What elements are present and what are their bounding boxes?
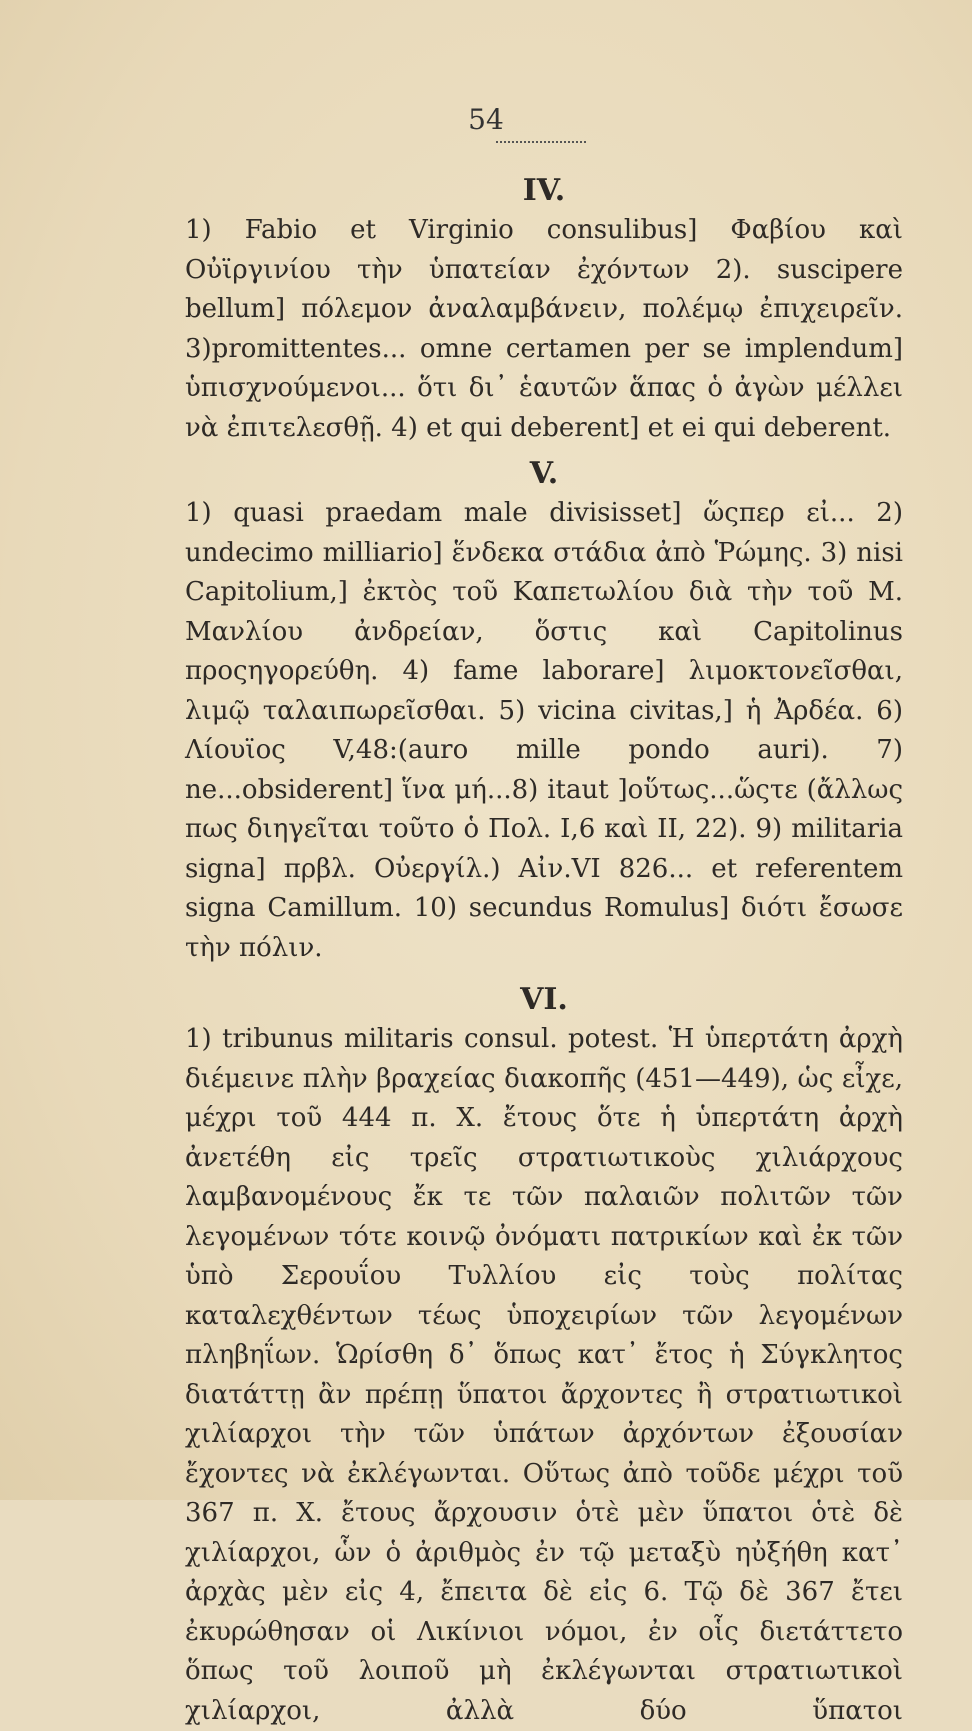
section-heading: IV. bbox=[522, 173, 566, 208]
section-heading: VI. bbox=[520, 982, 568, 1017]
page-number-rule bbox=[496, 141, 586, 143]
section-v bbox=[185, 454, 903, 968]
page-number: 54 bbox=[468, 103, 504, 136]
section-text: 1) quasi praedam male divisisset] ὥςπερ εἰ... 2) undecimo milliario] ἕνδεκα στάδια ἀπὸ Ῥώμης. 3) nisi Capitolium,] ἐκτὸς τοῦ Καπετωλίου διὰ τὴν τοῦ Μ. Μανλίου ἀνδρείαν, ὅστις καὶ Capitolinus προςηγορεύθη. 4) fame laborare] λιμοκτονεῖσθαι, λιμῷ ταλαιπωρεῖσθαι. 5) vicina civitas,] ἡ Ἀρδέα. 6) Λίουϊος V,48:(auro mille pondo auri). 7) ne...obsiderent] ἵνα μή...8) itaut ]οὕτως...ὥςτε (ἄλλως πως διηγεῖται τοῦτο ὁ Πολ. I,6 καὶ II, 22). 9) militaria signa] πρβλ. Οὐεργίλ.) Αἰν.VI 826... et referentem signa Camillum. 10) secundus Romulus] διότι ἔσωσε τὴν πόλιν. bbox=[185, 498, 903, 963]
text-column bbox=[185, 165, 903, 1731]
section-vi bbox=[185, 980, 903, 1731]
section-iv bbox=[185, 171, 903, 448]
section-text: 1) tribunus militaris consul. potest. Ἡ ὑπερτάτη ἀρχὴ διέμεινε πλὴν βραχείας διακοπῆς (451—449), ὡς εἶχε, μέχρι τοῦ 444 π. Χ. ἔτους ὅτε ἡ ὑπερτάτη ἀρχὴ ἀνετέθη εἰς τρεῖς στρατιωτικοὺς χιλιάρχους λαμβανομένους ἔκ τε τῶν παλαιῶν πολιτῶν τῶν λεγομένων τότε κοινῷ ὀνόματι πατρικίων καὶ ἐκ τῶν ὑπὸ Σερουΐου Τυλλίου εἰς τοὺς πολίτας καταλεχθέντων τέως ὑποχειρίων τῶν λεγομένων πληβηΐων. Ὡρίσθη δ᾽ ὅπως κατ᾽ ἔτος ἡ Σύγκλητος διατάττῃ ἂν πρέπῃ ὕπατοι ἄρχοντες ἢ στρατιωτικοὶ χιλίαρχοι τὴν τῶν ὑπάτων ἀρχόντων ἐξουσίαν ἔχοντες νὰ ἐκλέγωνται. Οὕτως ἀπὸ τοῦδε μέχρι τοῦ 367 π. Χ. ἔτους ἄρχουσιν ὁτὲ μὲν ὕπατοι ὁτὲ δὲ χιλίαρχοι, ὧν ὁ ἀριθμὸς ἐν τῷ μεταξὺ ηὐξήθη κατ᾽ ἀρχὰς μὲν εἰς 4, ἔπειτα δὲ εἰς 6. Τῷ δὲ 367 ἔτει ἐκυρώθησαν οἱ Λικίνιοι νόμοι, ἐν οἷς διετάττετο ὅπως τοῦ λοιποῦ μὴ ἐκλέγωνται στρατιωτικοὶ χιλίαρχοι, ἀλλὰ δύο ὕπατοι bbox=[185, 1024, 903, 1726]
section-heading: V. bbox=[529, 456, 559, 491]
section-text: 1) Fabio et Virginio consulibus] Φαβίου καὶ Οὐϊργινίου τὴν ὑπατείαν ἐχόντων 2). suscipere bellum] πόλεμον ἀναλαμβάνειν, πολέμῳ ἐπιχειρεῖν. 3)promittentes... omne certamen per se implendum] ὑπισχνούμενοι... ὅτι δι᾽ ἑαυτῶν ἅπας ὁ ἀγὼν μέλλει νὰ ἐπιτελεσθῇ. 4) et qui deberent] et ei qui deberent. bbox=[185, 215, 903, 443]
